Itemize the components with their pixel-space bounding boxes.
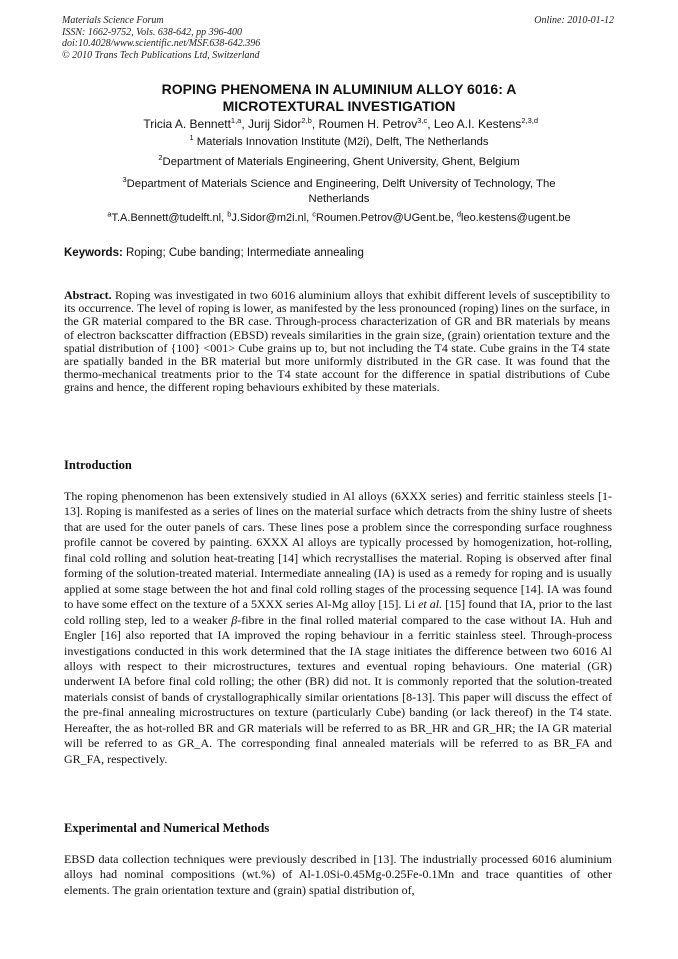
author-affiliation-mark: 3,c <box>417 116 428 125</box>
email-link[interactable]: Roumen.Petrov@UGent.be <box>316 212 451 224</box>
paper-title <box>100 81 578 115</box>
affiliation-3 <box>62 177 616 206</box>
author-emails <box>62 211 616 226</box>
abstract-text: Roping was investigated in two 6016 aluminium alloys that exhibit different levels of susceptibility to its occurrence. The level of roping is lower, as manifested by the less pronounced (roping) lines on the surface, in the GR material compared to the BR case. Through-process characterization of GR and BR materials by means of electron backscatter diffraction (EBSD) reveals similarities in the grain size, (grain) orientation texture and the spatial distribution of {100} <001> Cube grains up to, but not including the T4 state. Cube grains in the T4 state are spatially banded in the BR material but more uniformly distributed in the GR case. It was found that the thermo-mechanical treatments prior to the T4 state account for the difference in spatial distributions of Cube grains and hence, the different roping behaviours exhibited by these materials. <box>64 288 610 395</box>
email-link[interactable]: J.Sidor@m2i.nl <box>231 212 307 224</box>
affiliation-mark: 2 <box>158 153 163 163</box>
intro-etal: et al. <box>418 597 443 612</box>
doi-line: doi:10.4028/www.scientific.net/MSF.638-642.396 <box>62 38 261 49</box>
author-separator: , <box>241 117 249 131</box>
email-mark: c <box>312 209 317 219</box>
email-mark: a <box>107 209 112 219</box>
keywords-text: Roping; Cube banding; Intermediate annealing <box>126 247 364 259</box>
affiliation-1 <box>62 135 616 150</box>
copyright-line: © 2010 Trans Tech Publications Ltd, Switzerland <box>62 49 260 61</box>
email-link[interactable]: T.A.Bennett@tudelft.nl <box>111 212 222 224</box>
author-name: Roumen H. Petrov <box>318 117 418 131</box>
journal-header <box>62 15 260 61</box>
author-affiliation-mark: 1,a <box>230 116 242 125</box>
author-affiliation-mark: 2,3,d <box>521 116 538 125</box>
keywords <box>64 247 364 259</box>
affiliation-text: Materials Innovation Institute (M2i), Delft, The Netherlands <box>196 136 489 148</box>
affiliation-mark: 1 <box>189 133 194 143</box>
issn-line: ISSN: 1662-9752, Vols. 638-642, pp 396-400 <box>62 26 242 38</box>
abstract-label: Abstract. <box>64 288 112 302</box>
intro-text: The roping phenomenon has been extensively studied in Al alloys (6XXX series) and ferritic stainless steels [1-13]. Roping is manifested as a series of lines on the material surface which detracts from the shiny lustre of sheets that are used for the outer panels of cars. These lines pose a problem since the corresponding surface roughness profile cannot be covered by painting. 6XXX Al alloys are typically processed by homogenization, hot-rolling, final cold rolling and solution heat-treating [14] which recrystallises the material. Roping is observed after final forming of the solution-treated material. Intermediate annealing (IA) is used as a remedy for roping and is usually applied at some stage between the hot and final cold rolling stages of the processing sequence [14]. IA was found to have some effect on the texture of a 5XXX series Al-Mg alloy [15]. Li <box>64 489 612 612</box>
affiliation-mark: 3 <box>122 175 127 185</box>
email-separator: , <box>450 212 457 224</box>
affiliation-text: Department of Materials Engineering, Ghent University, Ghent, Belgium <box>162 156 520 168</box>
section-heading-introduction: Introduction <box>64 458 132 472</box>
author-list <box>100 117 578 131</box>
methods-paragraph: EBSD data collection techniques were previously described in [13]. The industrially processed 6016 aluminium alloys had nominal compositions (wt.%) of Al-1.0Si-0.45Mg-0.25Fe-0.1Mn and trace quantities of other elements. The grain orientation texture and (grain) spatial distribution of, <box>64 852 612 897</box>
journal-name: Materials Science Forum <box>62 15 164 26</box>
intro-text-3: -fibre in the final rolled material compared to the case without IA. Huh and Engler [16] also reported that IA improved the roping behaviour in a ferritic stainless steel. Through-process investigations conducted in this work determined that the IA stage initiates the difference between two 6016 Al alloys with respect to their microstructures, textures and eventual roping behaviours. One material (GR) underwent IA before final cold rolling; the other (BR) did not. It is commonly reported that the solution-treated materials consist of bands of crystallographically similar orientations [8-13]. This paper will discuss the effect of the pre-final annealing microstructures on texture (particularly Cube) banding (or lack thereof) in the T4 state. Hereafter, the as hot-rolled BR and GR materials will be referred to as BR_HR and GR_HR; the IA GR material will be referred to as GR_A. The corresponding final annealed materials will be referred to as BR_FA and GR_FA, respectively. <box>64 612 612 766</box>
affiliation-2 <box>62 155 616 170</box>
email-separator: , <box>306 212 313 224</box>
title-line-1: ROPING PHENOMENA IN ALUMINIUM ALLOY 6016: A <box>161 81 517 97</box>
introduction-paragraph <box>64 489 612 767</box>
section-heading-methods: Experimental and Numerical Methods <box>64 821 270 835</box>
keywords-label: Keywords: <box>64 247 123 259</box>
author-separator: , <box>311 117 319 131</box>
email-mark: d <box>456 209 462 219</box>
author-name: Jurij Sidor <box>248 117 302 131</box>
title-line-2: MICROTEXTURAL INVESTIGATION <box>222 98 456 114</box>
email-separator: , <box>221 212 228 224</box>
affiliation-text: Department of Materials Science and Engineering, Delft University of Technology, The <box>126 178 556 190</box>
affiliation-text-cont: Netherlands <box>308 192 370 205</box>
email-link[interactable]: leo.kestens@ugent.be <box>461 212 571 224</box>
author-name: Leo A.I. Kestens <box>433 117 522 131</box>
author-affiliation-mark: 2,b <box>301 116 312 125</box>
author-name: Tricia A. Bennett <box>143 117 231 131</box>
abstract <box>64 289 610 395</box>
email-mark: b <box>227 209 232 219</box>
intro-text-2: [15] found that IA, prior to the last cold rolling step, led to a weaker <box>64 597 612 627</box>
author-separator: , <box>427 117 434 131</box>
beta-symbol: β <box>231 612 238 627</box>
online-date: Online: 2010-01-12 <box>534 15 614 26</box>
